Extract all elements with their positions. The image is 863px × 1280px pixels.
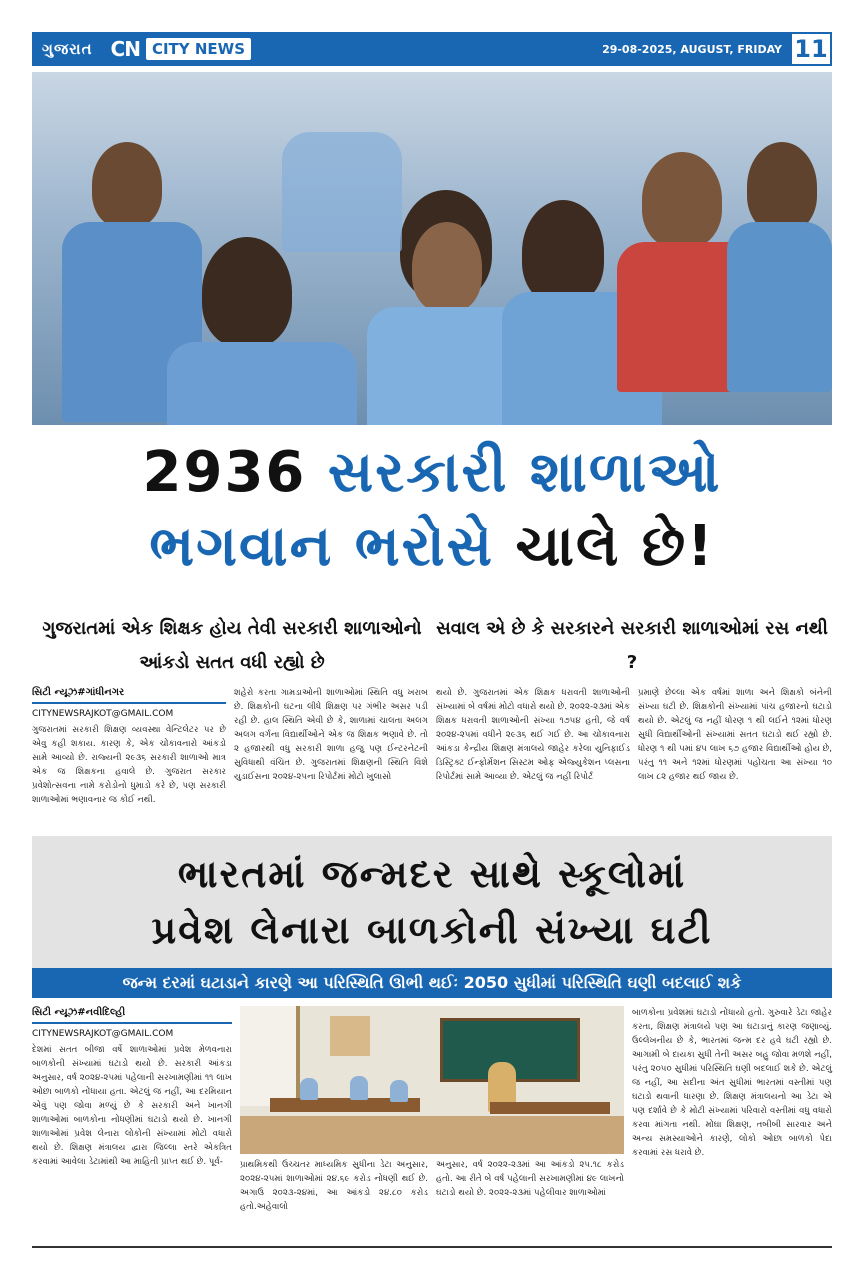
story2-right-col: બાળકોના પ્રવેશમાં ઘટાડો નોંધાયો હતો. ગુરુવારે ડેટા જાહેર કરતા, શિક્ષણ મંત્રાલયે પણ આ ઘટાડાનું કારણ જણાવ્યું. ઉલ્લેખનીય છે કે, ભારતમાં જન્મ દર હવે ઘટી રહ્યો છે. આગામી બે દાયકા સુધી તેની અસર બહુ જોવા મળશે નહીં, પરંતુ ૨૦૫૦ સુધીમાં પરિસ્થિતિ ઘણી બદલાઈ શકે છે. એટલું જ નહીં, આ સદીના અંત સુધીમાં ભારતમાં વસ્તીમાં પણ ઘટાડો થવાની ધારણા છે. શિક્ષણ મંત્રાલયનો આ ડેટા એ પણ દર્શાવે છે કે મોટી સંખ્યામાં પરિવારો વસ્તીમાં વધુ વધારો કરવા માંગતા નથી. મોંઘા શિક્ષણ, તબીબી સારવાર અને અન્ય સમસ્યાઓને કારણે, લોકો ઓછા બાળકો પેદા કરવામાં રસ ધરાવે છે. — [632, 1008, 832, 1158]
logo — [111, 36, 251, 62]
story2-subhead: જન્મ દરમાં ઘટાડાને કારણે આ પરિસ્થિતિ ઊભી થઈઃ 2050 સુધીમાં પરિસ્થિતિ ઘણી બદલાઈ શકે — [32, 968, 832, 998]
issue-date: 29-08-2025, AUGUST, FRIDAY — [602, 42, 782, 56]
headline-line1: સરકારી શાળાઓ — [327, 440, 722, 505]
story1-byline: સિટી ન્યૂઝ#ગાંધીનગર — [32, 686, 226, 704]
masthead — [32, 32, 832, 66]
story2-byline: સિટી ન્યૂઝ#નવીદિલ્હી — [32, 1006, 232, 1024]
story1-col1-text: ગુજરાતમાં સરકારી શિક્ષણ વ્યવસ્થા વેન્ટિલેટર પર છે એવુ કહી શકાય. કારણ કે, એક ચોંકાવનારો આંકડો સામે આવ્યો છે. રાજ્યની ૨૯૩૬ સરકારી શાળાઓ માત્ર એક જ શિક્ષકના હવાલે છે. ગુજરાત સરકાર પ્રવેશોત્સવના નામે કરોડોનો ધુમાડો કરે છે, પણ સરકારી શાળાઓમાં ભણાવનાર જ કોઈ નથી. — [32, 725, 226, 805]
section-label: ગુજરાત — [42, 40, 93, 58]
logo-text: CITY NEWS — [146, 38, 251, 60]
story2-line2: પ્રવેશ લેનારા બાળકોની સંખ્યા ઘટી — [151, 908, 713, 952]
story2-mid-col1: પ્રાથમિકથી ઉચ્ચતર માધ્યમિક સુધીના ડેટા અનુસાર, ૨૦૨૪-૨૫માં શાળાઓમાં ૨૪.૬૯ કરોડ નોંધણી થઈ છે. અગાઉ ૨૦૨૩-૨૪માં, આ આંકડો ૨૪.૮૦ કરોડ હતો.અહેવાલો — [240, 1160, 428, 1212]
main-headline — [32, 436, 832, 584]
story1-body — [32, 686, 832, 807]
story2-mid-col2: અનુસાર, વર્ષ ૨૦૨૨-૨૩માં આ આંકડો ૨૫.૧૮ કરોડ હતો. આ રીતે બે વર્ષ પહેલાની સરખામણીમાં ૪૯ લાખનો ઘટાડો થયો છે. ૨૦૨૨-૨૩માં પહેલીવાર શાળાઓમાં — [436, 1160, 624, 1198]
story2-headline — [32, 836, 832, 968]
story1-col4: પ્રમાણે છેલ્લા એક વર્ષમાં શાળા અને શિક્ષકો બંનેની સંખ્યા ઘટી છે. શિક્ષકોની સંખ્યામાં પાંચ હજારનો ઘટાડો થયો છે. એટલું જ નહીં ધોરણ ૧ થી લઈને ૧૨માં ધોરણ સુધી વિદ્યાર્થીઓની સંખ્યામાં સતત ઘટાડો થઈ રહ્યો છે. ધોરણ ૧ થી ૫માં ૪૫ લાખ ૬૭ હજાર વિદ્યાર્થીઓ હોય છે, પરંતુ ૧૧ અને ૧૨માં ધોરણમાં પહોંચતા આ સંખ્યા ૧૦ લાખ ૮૨ હજાર થઈ જાય છે. — [638, 688, 832, 782]
headline-line2-blue: ભગવાન ભરોસે — [149, 514, 494, 579]
headline-line2-dark: ચાલે છે! — [515, 514, 715, 579]
story1-col1 — [32, 686, 226, 807]
bottom-rule — [32, 1246, 832, 1248]
story2-line1: ભારતમાં જન્મદર સાથે સ્કૂલોમાં — [177, 852, 687, 896]
subhead-left: ગુજરાતમાં એક શિક્ષક હોય તેવી સરકારી શાળાઓનો આંકડો સતત વધી રહ્યો છે — [42, 618, 422, 673]
story2-email: CITYNEWSRAJKOT@GMAIL.COM — [32, 1029, 174, 1039]
subheads — [32, 612, 832, 680]
story1-col2: શહેરો કરતા ગામડાઓની શાળાઓમાં સ્થિતિ વધુ ખરાબ છે. શિક્ષકોની ઘટના લીધે શિક્ષણ પર ગંભીર અસર પડી રહી છે. હાલ સ્થિતિ એવી છે કે, શાળામાં ચાલતા અલગ અલગ વર્ગના વિદ્યાર્થીઓને એક જ શિક્ષક ભણાવે છે. તો ૨ હજારથી વધુ સરકારી શાળા હજુ પણ ઈન્ટરનેટની સુવિધાથી વંચિત છે. ગુજરાતમાં શિક્ષણની સ્થિતિ વિશે યુડાઈસના ૨૦૨૪-૨૫ના રિપોર્ટમાં મોટો ખુલાસો — [234, 688, 428, 782]
classroom-photo — [240, 1006, 624, 1154]
page-number: 11 — [790, 32, 832, 66]
story2-left-text: દેશમાં સતત બીજા વર્ષે શાળાઓમાં પ્રવેશ મેળવનારા બાળકોની સંખ્યામાં ઘટાડો થયો છે. સરકારી આંકડા અનુસાર, વર્ષ ૨૦૨૪-૨૫માં પહેલાની સરખામણીમાં ૧૧ લાખ ઓછા બાળકો નોંધાયા હતા. એટલું જ નહીં, આ દરમિયાન એવું પણ જોવા મળ્યું છે કે સરકારી અને ખાનગી શાળાઓમાં બાળકોના નોંધણીમાં ઘટાડો થયો છે. ખાનગી શાળાઓમાં પ્રવેશ લેનારા લોકોની સંખ્યામાં મોટો વધારો થયો છે. શિક્ષણ મંત્રાલય દ્વારા જિલ્લા સ્તરે એકત્રિત કરવામાં આવેલા ડેટામાંથી આ માહિતી પ્રાપ્ત થઈ છે. પૂર્વ- — [32, 1045, 232, 1167]
schoolchildren-photo — [32, 72, 832, 425]
headline-number: 2936 — [142, 440, 307, 505]
story2-mid — [240, 1158, 624, 1214]
story2-left-col — [32, 1006, 232, 1169]
story1-email: CITYNEWSRAJKOT@GMAIL.COM — [32, 709, 174, 719]
logo-mark: CN — [110, 37, 140, 61]
story1-col3: થયો છે. ગુજરાતમાં એક શિક્ષક ધરાવતી શાળાઓની સંખ્યામાં બે વર્ષમાં મોટો વધારો થયો છે. ૨૦૨૨-૨૩માં એક શિક્ષક ધરાવતી શાળાઓની સંખ્યા ૧૭૫૪ હતી, જે વર્ષ ૨૦૨૪-૨૫માં વધીને ૨૯૩૬ થઈ ગઈ છે. આ ચોંકાવનારા આંકડા કેન્દ્રીય શિક્ષણ મંત્રાલયે જાહેર કરેલા યુનિફાઈડ ડિસ્ટ્રિક્ટ ઈન્ફોર્મેશન સિસ્ટમ ઓફ એજ્યુકેશન પ્લસના રિપોર્ટમાં સામે આવ્યા છે. એટલું જ નહીં રિપોર્ટ — [436, 688, 630, 782]
subhead-right: સવાલ એ છે કે સરકારને સરકારી શાળાઓમાં રસ નથી ? — [436, 618, 828, 673]
